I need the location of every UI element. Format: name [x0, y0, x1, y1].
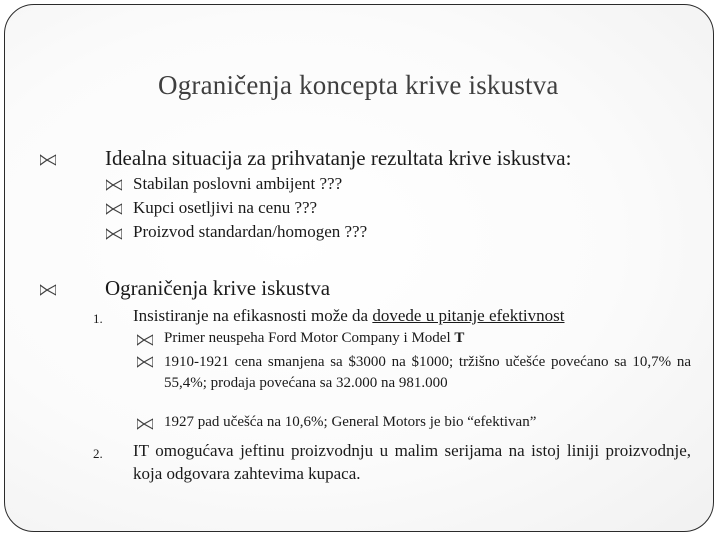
numbered-item-efficiency — [133, 306, 565, 326]
wingding-bullet-icon — [40, 154, 56, 166]
wingding-bullet-icon — [40, 284, 56, 296]
wingding-bullet-icon — [106, 179, 122, 191]
wingding-bullet-icon — [106, 203, 122, 215]
numbered-item-it-production: IT omogućava jeftinu proizvodnju u malim serijama na istoj liniji proizvodnje, koja odgovara zahtevima kupaca. — [133, 441, 691, 483]
subitem-ford-example — [164, 330, 464, 347]
ford-model-letter: T — [454, 330, 465, 346]
bullet-ideal-situation: Idealna situacija za prihvatanje rezultata krive iskustva: — [105, 146, 572, 170]
ford-text: Primer neuspeha Ford Motor Company i Model — [164, 330, 455, 346]
bullet-limitations: Ograničenja krive iskustva — [105, 276, 331, 300]
number-label: 2. — [93, 446, 103, 461]
subitem-general-motors: 1927 pad učešća na 10,6%; General Motors je bio “efektivan” — [164, 414, 537, 430]
wingding-bullet-icon — [137, 356, 153, 368]
wingding-bullet-icon — [137, 418, 153, 430]
efficiency-text: Insistiranje na efikasnosti može da — [133, 306, 373, 325]
wingding-bullet-icon — [106, 228, 122, 240]
subbullet-stable-environment: Stabilan poslovni ambijent ??? — [133, 174, 343, 193]
subitem-price-history: 1910-1921 cena smanjena sa $3000 na $1000; tržišno učešće povećano sa 10,7% na 55,4%; prodaja povećana sa 32.000 na 981.000 — [164, 354, 691, 391]
efficiency-underlined-text: dovede u pitanje efektivnost — [372, 306, 565, 325]
wingding-bullet-icon — [137, 334, 153, 346]
subbullet-price-sensitive: Kupci osetljivi na cenu ??? — [133, 198, 318, 217]
slide-title: Ograničenja koncepta krive iskustva — [158, 70, 559, 100]
number-label: 1. — [93, 311, 103, 326]
subbullet-standard-product: Proizvod standardan/homogen ??? — [133, 222, 368, 241]
